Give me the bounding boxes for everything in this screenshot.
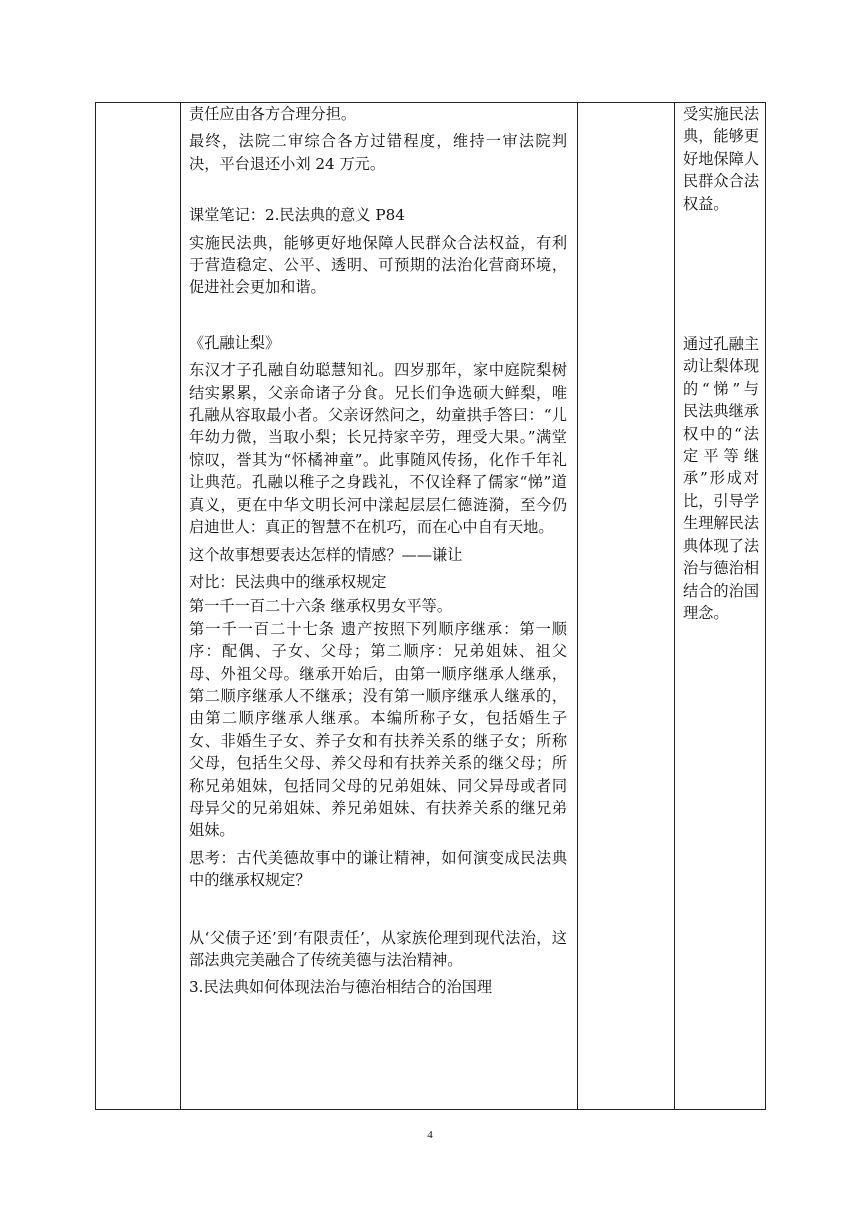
design-intent-cell bbox=[675, 103, 766, 1110]
story-text: 东汉才子孔融自幼聪慧知礼。四岁那年，家中庭院梨树结实累累，父亲命诸子分食。兄长们争选硕大鲜梨，唯孔融从容取最小者。父亲讶然问之，幼童拱手答曰：“儿年幼力微，当取小梨；长兄持家辛劳，理受大果。”满堂惊叹，誉其为“怀橘神童”。此事随风传扬，化作千年礼让典范。孔融以稚子之身践礼，不仅诠释了儒家“悌”道真义，更在中华文明长河中漾起层层仁德涟漪，至今仍启迪世人：真正的智慧不在机巧，而在心中自有天地。 bbox=[189, 361, 567, 537]
student-activity-cell bbox=[578, 103, 675, 1110]
comparison-heading: 对比：民法典中的继承权规定 bbox=[189, 572, 387, 591]
story-title: 《孔融让梨》 bbox=[189, 333, 281, 352]
class-note-text: 实施民法典，能够更好地保障人民群众合法权益，有利于营造稳定、公平、透明、可预期的法治化营商环境，促进社会更加和谐。 bbox=[189, 233, 567, 297]
content-column-cell bbox=[181, 103, 578, 1110]
article-1126: 第一千一百二十六条 继承权男女平等。 bbox=[189, 597, 453, 616]
design-notes bbox=[675, 103, 765, 624]
table-row bbox=[96, 103, 766, 1110]
design-note-2: 通过孔融主动让梨体现的“悌”与民法典继承权中的“法定平等继承”形成对比，引导学生理解民法典体现了法治与德治相结合的治国理念。 bbox=[683, 335, 759, 622]
case-conclusion-line: 责任应由各方合理分担。 bbox=[189, 105, 357, 123]
section-3-heading: 3.民法典如何体现法治与德治相结合的治国理 bbox=[189, 978, 493, 997]
thinking-question: 思考：古代美德故事中的谦让精神，如何演变成民法典中的继承权规定？ bbox=[189, 848, 567, 890]
lesson-plan-table bbox=[95, 102, 766, 1110]
article-1127: 第一千一百二十七条 遗产按照下列顺序继承：第一顺序：配偶、子女、父母；第二顺序：兄弟姐妹、祖父母、外祖父母。继承开始后，由第一顺序继承人继承，第二顺序继承人不继承；没有第一顺序继承人继承的，由第二顺序继承人继承。本编所称子女，包括婚生子女、非婚生子女、养子女和有扶养关系的继子女；所称父母，包括生父母、养父母和有扶养关系的继父母；所称兄弟姐妹，包括同父母的兄弟姐妹、同父异母或者同母异父的兄弟姐妹、养兄弟姐妹、有扶养关系的继兄弟姐妹。 bbox=[189, 619, 567, 840]
teaching-content bbox=[181, 103, 577, 1109]
story-question: 这个故事想要表达怎样的情感？——谦让 bbox=[189, 545, 463, 564]
stage-column-cell bbox=[96, 103, 181, 1110]
class-note-heading: 课堂笔记：2.民法典的意义 P84 bbox=[189, 206, 405, 225]
design-note-1: 受实施民法典，能够更好地保障人民群众合法权益。 bbox=[683, 105, 759, 213]
summary-paragraph: 从‘父债子还’到‘有限责任’，从家族伦理到现代法治，这部法典完美融合了传统美德与法治精神。 bbox=[189, 928, 567, 969]
case-verdict-paragraph: 最终，法院二审综合各方过错程度，维持一审法院判决，平台退还小刘 24 万元。 bbox=[189, 132, 567, 173]
page-number: 4 bbox=[427, 1129, 433, 1141]
